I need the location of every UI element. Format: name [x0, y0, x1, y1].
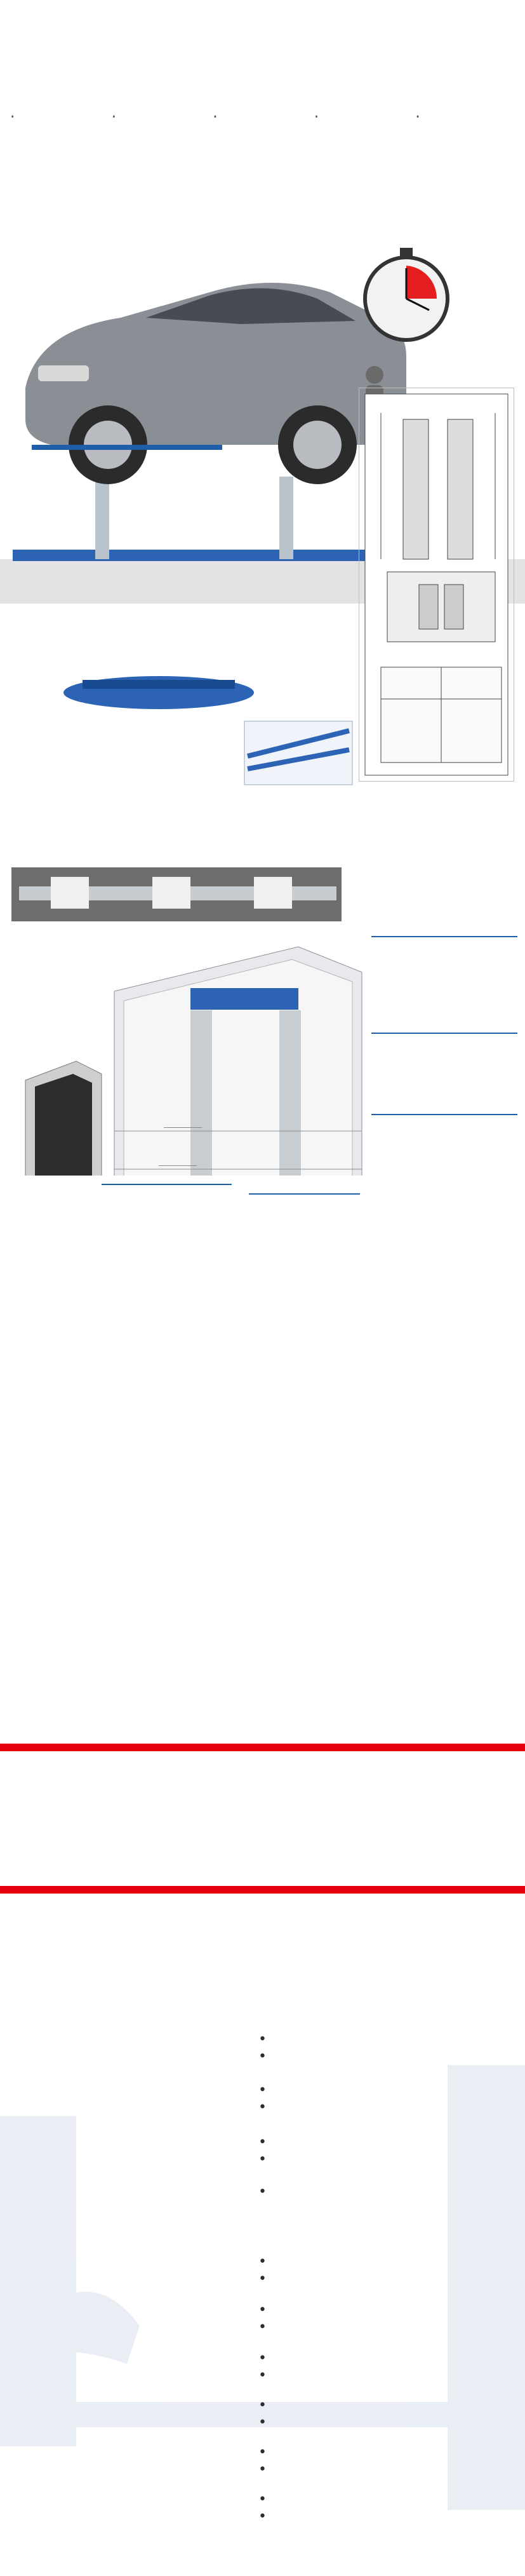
list-item: [0, 2491, 525, 2508]
list-item: [0, 2134, 525, 2151]
section-maintenance-cylinders: [102, 1182, 232, 1188]
vorteile-group-3: [0, 2134, 525, 2168]
bullets-fr: [316, 113, 412, 234]
list-item: [0, 2508, 525, 2525]
section-divider: [249, 1193, 360, 1195]
section-divider: [371, 1114, 517, 1115]
list-item: [0, 2367, 525, 2384]
vorteile-group-4: [0, 2183, 525, 2200]
list-item: [0, 2397, 525, 2414]
red-divider: [0, 1744, 525, 1751]
model-info: [32, 445, 222, 456]
red-divider: [0, 1886, 525, 1894]
ce-certificate-badge: [292, 883, 336, 921]
product-brochure: [0, 0, 525, 1176]
bullets-en: [113, 113, 209, 234]
ansprechpartner-group-4: [0, 2397, 525, 2431]
list-item: [0, 2099, 525, 2116]
cassette-description: [11, 967, 100, 970]
list-item: [0, 2444, 525, 2461]
lift-arms-drawing: [63, 676, 352, 785]
ansprechpartner-group-6: [0, 2491, 525, 2525]
ansprechpartner-group-3: [0, 2350, 525, 2384]
list-item: [0, 2350, 525, 2367]
section-hard-chrome: [371, 1031, 517, 1037]
section-divider: [102, 1184, 232, 1185]
section-maintenance-guides: [371, 934, 517, 940]
vorteile-group-2: [0, 2082, 525, 2116]
list-item: [0, 2082, 525, 2099]
stopwatch-icon: [365, 248, 448, 340]
section-double-joint: [249, 1191, 360, 1198]
inground-frame-drawing: [114, 947, 362, 1176]
timer-text: [413, 264, 519, 283]
list-item: [0, 2414, 525, 2431]
lift-column-front: [95, 477, 109, 559]
list-item: [0, 2183, 525, 2200]
list-item: [0, 2270, 525, 2288]
lift-column-rear: [279, 477, 293, 559]
vorteile-group-1: [0, 2031, 525, 2065]
model-bar: [32, 445, 222, 450]
bullets-de: [214, 113, 310, 234]
list-item: [0, 2253, 525, 2270]
feature-bullets: [11, 113, 513, 234]
list-item: [0, 2319, 525, 2336]
cassette-drawing: [25, 1061, 102, 1176]
list-item: [0, 2301, 525, 2319]
list-item: [0, 2151, 525, 2168]
ansprechpartner-group-2: [0, 2301, 525, 2336]
section-safe-lock: [371, 1112, 517, 1118]
bullets-es: [416, 113, 513, 234]
tech-drawing-frame: [359, 388, 514, 782]
ansprechpartner-group-5: [0, 2444, 525, 2478]
lift-crossbar: [13, 550, 368, 561]
ansprechpartner-group-1: [0, 2253, 525, 2288]
bullets-it: [11, 113, 108, 234]
section-divider: [371, 1033, 517, 1034]
section-divider: [371, 936, 517, 937]
list-item: [0, 2461, 525, 2478]
model-description: [32, 450, 222, 454]
list-item: [0, 2048, 525, 2065]
list-item: [0, 2031, 525, 2048]
